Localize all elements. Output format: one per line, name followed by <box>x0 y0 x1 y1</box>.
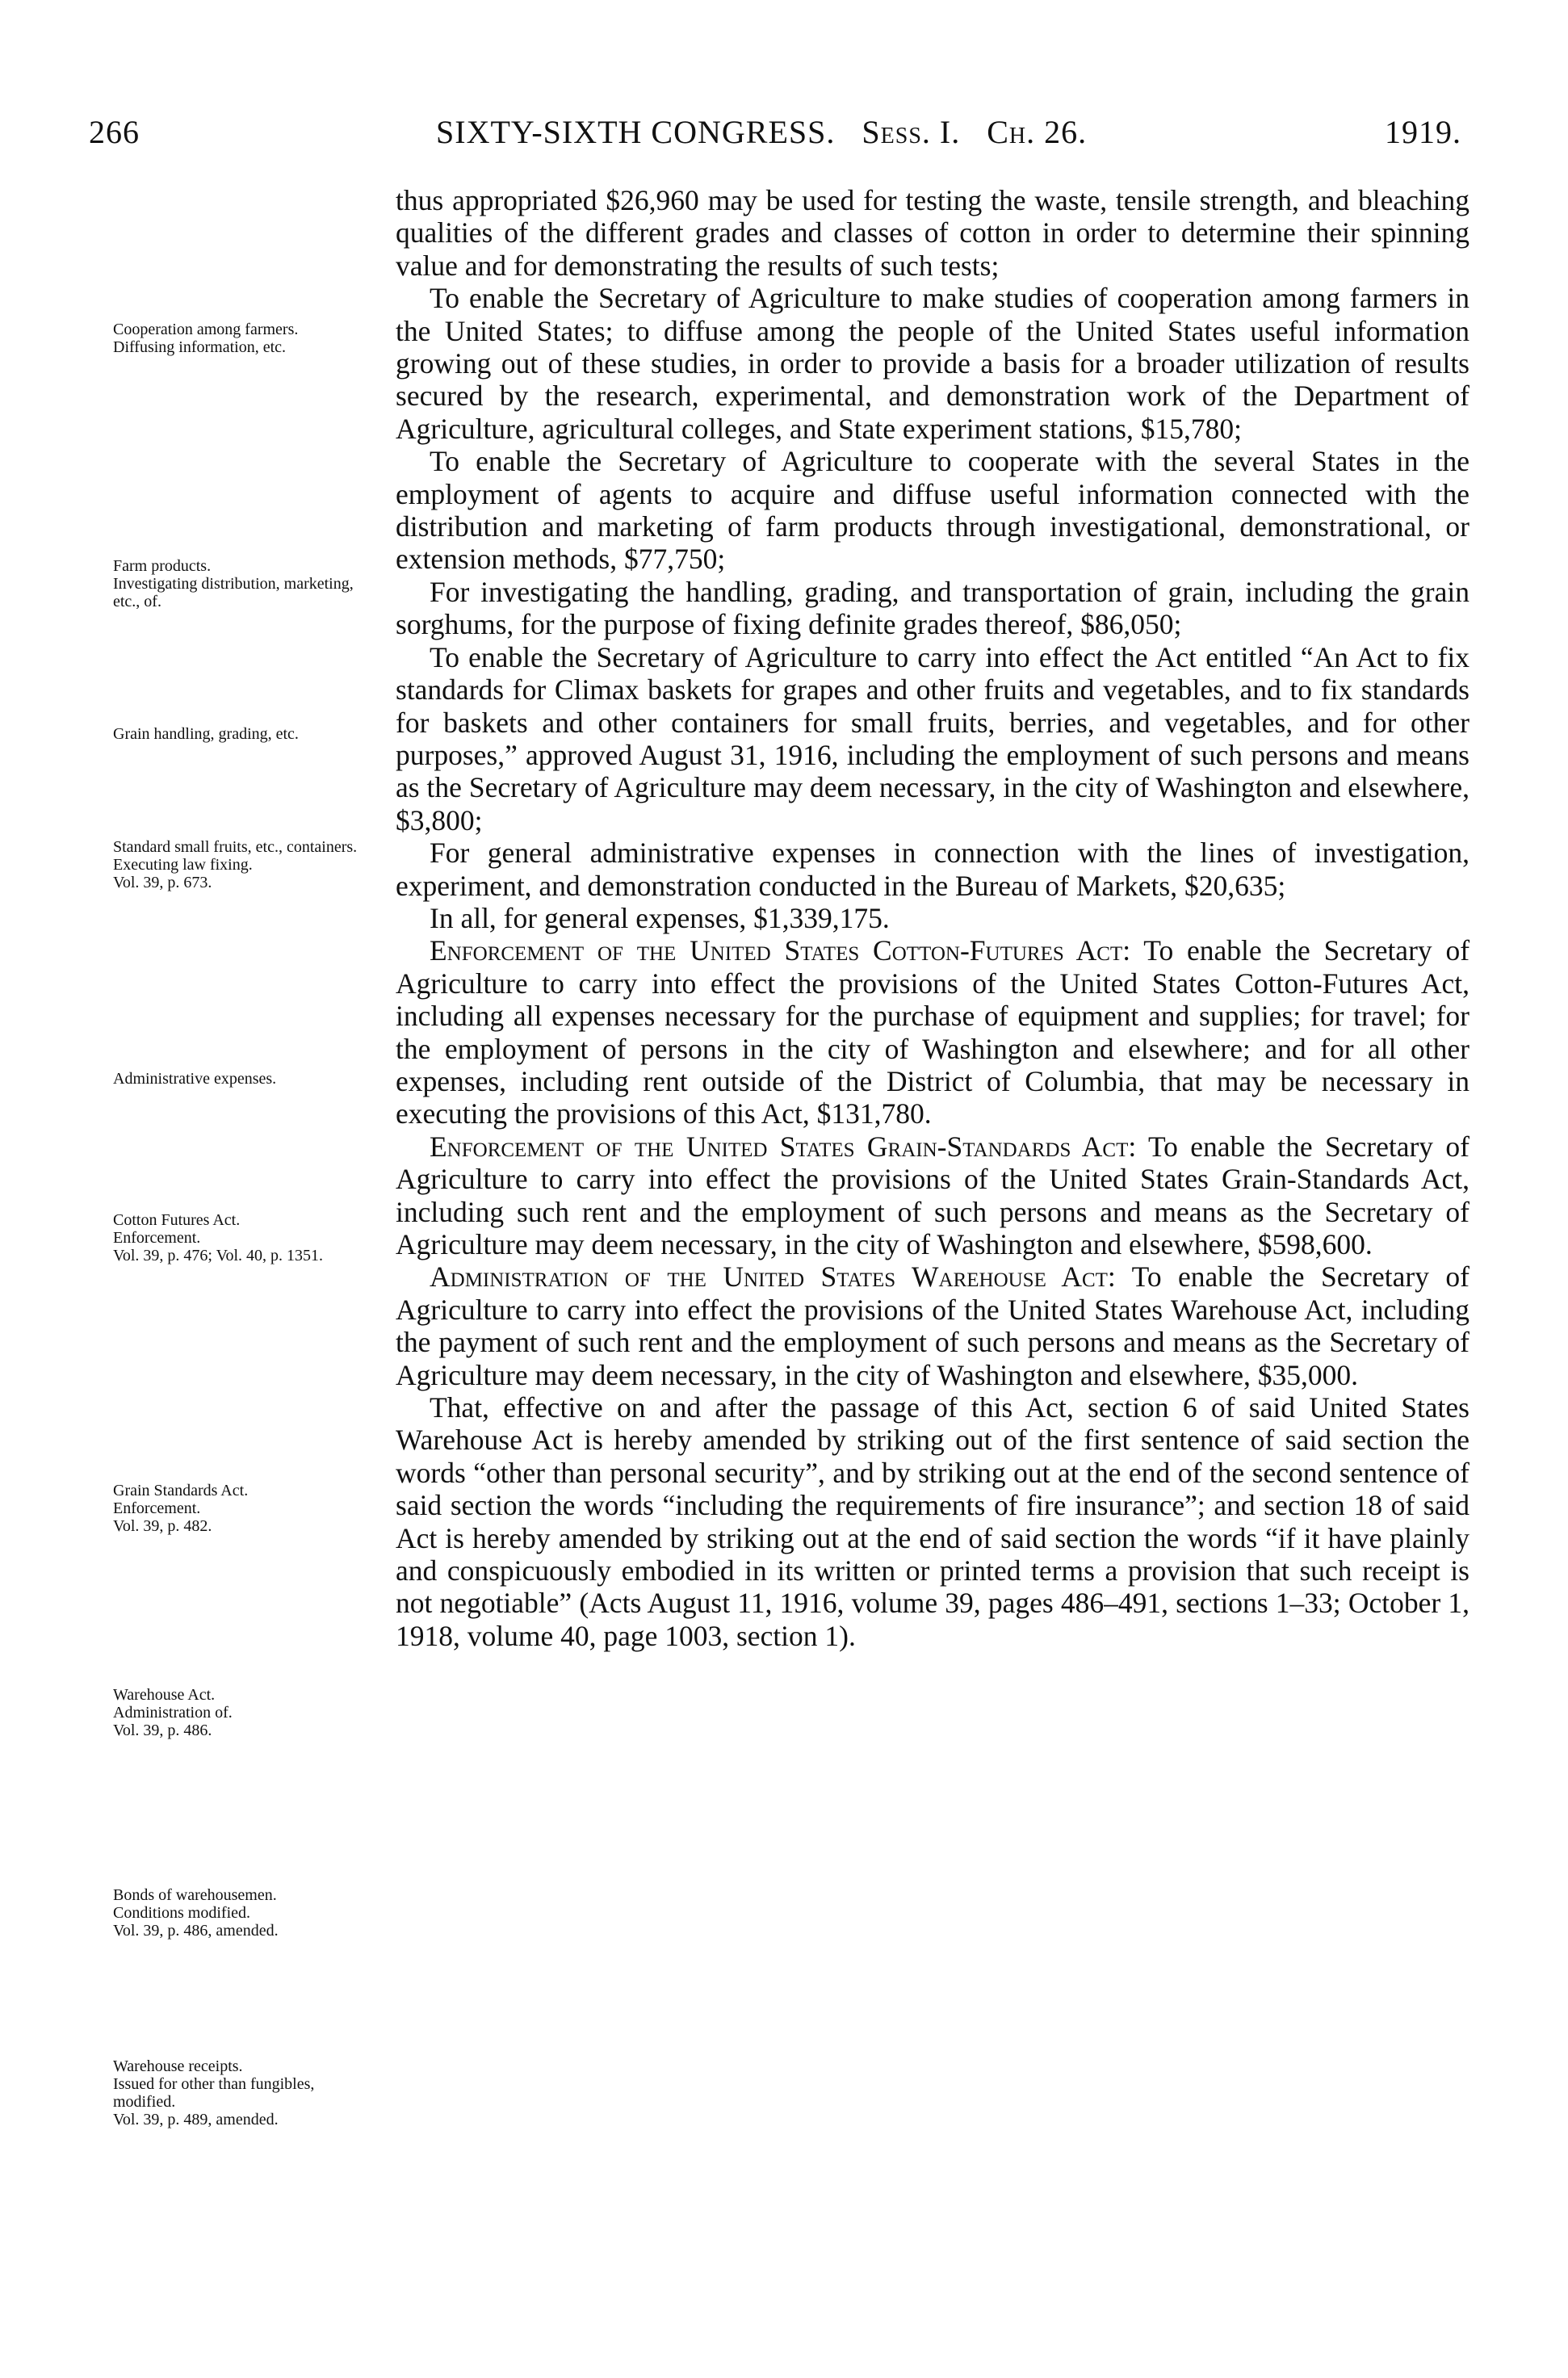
section-heading: Administration of the United States Warehouse Act: <box>430 1260 1116 1294</box>
section-heading: Enforcement of the United States Grain-Standards Act: <box>430 1130 1137 1163</box>
paragraph-body: To enable the Secretary of Agriculture to carry into effect the provisions of the United States Grain-Standards Act, including such rent and the employment of such persons and means as the Secretary of Agriculture may deem necessary, in the city of Washington and elsewhere, $598,600. <box>396 1130 1470 1260</box>
margin-note-line: Vol. 39, p. 476; Vol. 40, p. 1351. <box>113 1247 324 1264</box>
paragraph: In all, for general expenses, $1,339,175. <box>430 901 890 934</box>
margin-note-line: Vol. 39, p. 673. <box>113 874 212 891</box>
margin-note <box>113 1686 379 1739</box>
margin-note-line: Vol. 39, p. 486. <box>113 1722 212 1739</box>
paragraph-body: To enable the Secretary of Agriculture to carry into effect the provisions of the United States Warehouse Act, including the payment of such rent and the employment of such persons and means as the Secretary of Agriculture may deem necessary, in the city of Washington and elsewhere, $35,000. <box>396 1260 1470 1391</box>
paragraph: For investigating the handling, grading, and transportation of grain, including the grain sorghums, for the purpose of fixing definite grades thereof, $86,050; <box>396 575 1469 641</box>
margin-note-line: Enforcement. <box>113 1499 201 1517</box>
margin-note <box>113 1482 379 1535</box>
margin-note-line: Investigating distribution, marketing, etc., of. <box>113 575 354 610</box>
chapter-label: Ch. 26. <box>987 114 1088 150</box>
margin-note-line: Warehouse receipts. <box>113 2057 243 2075</box>
running-head <box>436 113 1087 151</box>
margin-note-line: Diffusing information, etc. <box>113 338 287 356</box>
margin-note-line: Vol. 39, p. 489, amended. <box>113 2111 279 2128</box>
margin-note-line: Issued for other than fungibles, modified. <box>113 2075 315 2111</box>
statute-text <box>396 184 1469 1652</box>
margin-note-line: Grain Standards Act. <box>113 1482 249 1499</box>
margin-note <box>113 1070 379 1088</box>
margin-note-line: Bonds of warehousemen. <box>113 1886 277 1904</box>
margin-note <box>113 1211 379 1264</box>
paragraph: That, effective on and after the passage of this Act, section 6 of said United States Warehouse Act is hereby amended by striking out of the first sentence of said section the words “other than personal security”, and by striking out at the end of the second sentence of said section the words “including the requirements of fire insurance”; and section 18 of said Act is hereby amended by striking out at the end of said section the words “if it have plainly and conspicuously embodied in its written or printed terms a provision that such receipt is not negotiable” (Acts August 11, 1916, volume 39, pages 486–491, sections 1–33; October 1, 1918, volume 40, page 1003, section 1). <box>396 1391 1469 1652</box>
margin-note-line: Conditions modified. <box>113 1904 250 1922</box>
session-label: Sess. I. <box>862 114 961 150</box>
margin-note-line: Cotton Futures Act. <box>113 1211 241 1229</box>
margin-note-line: Administration of. <box>113 1704 233 1722</box>
margin-note-line: Vol. 39, p. 482. <box>113 1517 212 1535</box>
paragraph: To enable the Secretary of Agriculture to carry into effect the Act entitled “An Act to fix standards for Climax baskets for grapes and other fruits and vegetables, and to fix standards for baskets and other containers for small fruits, berries, and vegetables, and for other purposes,” approved August 31, 1916, including the employment of such persons and means as the Secretary of Agriculture may deem necessary, in the city of Washington and elsewhere, $3,800; <box>396 640 1469 837</box>
paragraph-body: To enable the Secretary of Agriculture to carry into effect the provisions of the United States Cotton-Futures Act, including all expenses necessary for the purchase of equipment and supplies; for travel; for the employment of persons in the city of Washington and elsewhere; and for all other expenses, including rent outside of the District of Columbia, that may be necessary in executing the provisions of this Act, $131,780. <box>396 934 1470 1130</box>
paragraph: To enable the Secretary of Agriculture to make studies of cooperation among farmers in the United States; to diffuse among the people of the United States useful information growing out of these studies, in order to provide a basis for a broader utilization of results secured by the research, experimental, and demonstration work of the Department of Agriculture, agricultural colleges, and State experiment stations, $15,780; <box>396 282 1469 445</box>
margin-note <box>113 838 379 891</box>
margin-note-line: Vol. 39, p. 486, amended. <box>113 1922 279 1940</box>
paragraph <box>396 1130 1469 1261</box>
margin-note-line: Warehouse Act. <box>113 1686 216 1704</box>
margin-note-line: Cooperation among farmers. <box>113 321 299 338</box>
paragraph <box>396 934 1469 1130</box>
year: 1919. <box>1385 114 1461 150</box>
margin-note-line: Executing law fixing. <box>113 856 253 874</box>
paragraph: For general administrative expenses in connection with the lines of investigation, experiment, and demonstration conducted in the Bureau of Markets, $20,635; <box>396 837 1469 902</box>
margin-note <box>113 557 379 610</box>
paragraph: thus appropriated $26,960 may be used for testing the waste, tensile strength, and bleaching qualities of the different grades and classes of cotton in order to determine their spinning value and for demonstrating the results of such tests; <box>396 184 1469 282</box>
margin-note-line: Farm products. <box>113 557 212 575</box>
page-number: 266 <box>89 114 140 150</box>
margin-note <box>113 2057 379 2128</box>
paragraph <box>396 1260 1469 1391</box>
margin-note-line: Administrative expenses. <box>113 1070 277 1088</box>
margin-note-line: Enforcement. <box>113 1229 201 1247</box>
margin-note-line: Standard small fruits, etc., containers. <box>113 838 358 856</box>
margin-note <box>113 321 379 356</box>
margin-note-line: Grain handling, grading, etc. <box>113 725 299 743</box>
margin-note <box>113 1886 379 1940</box>
section-heading: Enforcement of the United States Cotton-Futures Act: <box>430 934 1131 967</box>
margin-note <box>113 725 379 743</box>
paragraph: To enable the Secretary of Agriculture to cooperate with the several States in the employment of agents to acquire and diffuse useful information connected with the distribution and marketing of farm products through investigational, demonstrational, or extension methods, $77,750; <box>396 445 1469 576</box>
congress-title: SIXTY-SIXTH CONGRESS. <box>436 114 836 150</box>
running-header <box>89 113 1461 161</box>
